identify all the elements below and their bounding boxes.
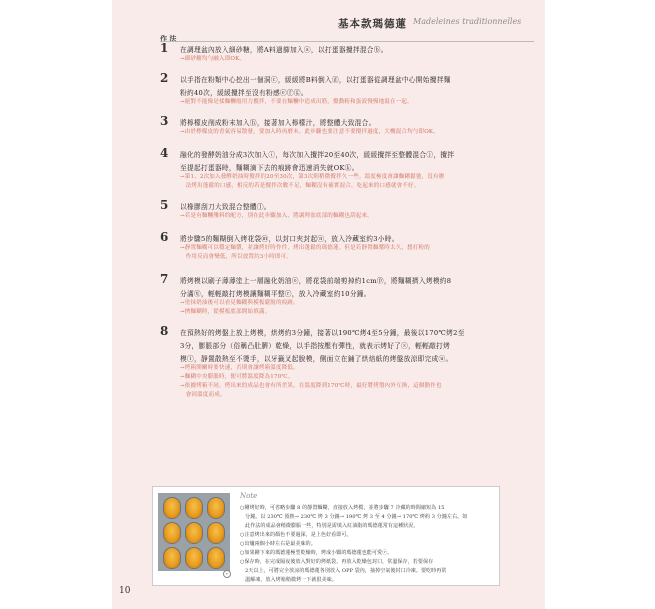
header-script-title: Madeleines traditionnelles bbox=[413, 17, 522, 26]
step-tip: 作用反而會變低，所以放置約3小時即可。 bbox=[180, 254, 293, 260]
note-title: Note bbox=[240, 492, 258, 500]
step-text: 在預熱好的烤盤上放上烤模，烘烤約3分鐘，接著以190℃烤4至5分鐘，最後以170℃烤2至 bbox=[180, 329, 465, 337]
step-text: 至提起打蛋器時，麵糊滴下去的痕跡會迅速消失就OKⓚ。 bbox=[180, 164, 359, 172]
step-text: 以手指在粉類中心挖出一個洞ⓒ，緩緩將B料倒入ⓓ，以打蛋器從調理盆中心開始攪拌麵 bbox=[180, 76, 451, 84]
step-tip: →麵糊中央膨脹時，便可將溫度降為170℃。 bbox=[180, 374, 294, 380]
step-text: 以橡膠刮刀大致混合整體ⓛ。 bbox=[180, 203, 271, 211]
note-line: 溫解凍，放入烤箱稍微烤一下就很美味。 bbox=[240, 577, 337, 583]
step-text: 將烤模以刷子薄薄塗上一層融化奶油ⓞ，將花袋前端剪掉約1cmⓟ，將麵糊擠入烤模約8 bbox=[180, 277, 452, 285]
step-text: 模ⓣ，靜置散熱至不燙手，以牙籤叉起脫模，側面立在鋪了烘焙紙的烤盤放涼即完成ⓤ。 bbox=[180, 355, 453, 363]
step-number: 7 bbox=[160, 272, 169, 286]
step-text: 將檸檬皮削成粉末加入ⓗ，接著加入檸檬汁，將整體大致混合。 bbox=[180, 119, 376, 127]
note-line: ○注意烤出來的顏色不要過深，是上色好看即可。 bbox=[240, 532, 352, 538]
step-text: 在調理盆內放入細砂糖，將A料過篩加入ⓐ，以打蛋器攪拌混合ⓑ。 bbox=[180, 46, 388, 54]
step-tip: →擠麵糊時，從模板底部開始填滿。 bbox=[180, 309, 271, 315]
step-tip: →若是有麵糰殘料的配方，別在此步驟加入，將調理盆底部的麵糊也刮起來。 bbox=[180, 213, 373, 219]
note-line: 此作法的成品會稍微膨脹一些，特別是需填入紅油脂的瑪德蓮常有這種狀況。 bbox=[240, 523, 419, 529]
divider bbox=[160, 41, 534, 42]
step-tip: →塗抹奶油後可以看見麵糊與模板鬆脫的痕跡。 bbox=[180, 300, 299, 306]
cookbook-page bbox=[112, 0, 545, 609]
note-line: ○出爐兩個小時左右是最美味的。 bbox=[240, 541, 316, 547]
step-text: 3分，膨脹部分（俗稱凸肚臍）乾燥，以手指按壓有彈性，就表示烤好了ⓢ，輕輕敲打烤 bbox=[180, 342, 451, 350]
note-line: ○剛烤好時，可省略步驟 8 的靜置麵糊，直接放入烤模，並將步驟 7 冷藏的時間縮短為 15 bbox=[240, 505, 445, 511]
note-line: ○如果剛下來的瑪德蓮極型乾燥時，烤成小顆的瑪德蓮也能可愛ⓥ。 bbox=[240, 550, 393, 556]
step-number: 5 bbox=[160, 198, 169, 212]
madeleine-cake bbox=[186, 548, 202, 568]
step-tip: 會因溫度而成。 bbox=[180, 392, 226, 398]
photo-marker-icon: v bbox=[223, 570, 231, 578]
madeleine-cake bbox=[208, 498, 224, 518]
madeleine-cake bbox=[208, 523, 224, 543]
note-box bbox=[152, 486, 500, 586]
madeleine-cake bbox=[208, 548, 224, 568]
madeleine-cake bbox=[164, 548, 180, 568]
madeleine-cake bbox=[164, 498, 180, 518]
madeleine-cake bbox=[164, 523, 180, 543]
step-number: 8 bbox=[160, 324, 169, 338]
madeleine-tray-photo bbox=[158, 493, 230, 571]
madeleine-cake bbox=[186, 498, 202, 518]
step-number: 4 bbox=[160, 146, 169, 160]
step-tip: →細砂糖均勻融入即OK。 bbox=[180, 56, 246, 62]
step-text: 分滿ⓠ，輕輕敲打烤模讓麵糊平整ⓡ，放入冷藏室約10分鐘。 bbox=[180, 290, 371, 298]
step-number: 1 bbox=[160, 41, 169, 55]
step-number: 6 bbox=[160, 230, 169, 244]
step-number: 3 bbox=[160, 114, 169, 128]
method-label: 作 法 bbox=[160, 34, 177, 43]
step-tip: →絕對不能像是揉麵糰般用力攪拌，不要在麵糰中造成出筋，攪動粉和蛋液慢慢地混在一起。 bbox=[180, 99, 413, 105]
step-text: 粉約40次，緩緩攪拌至沒有粉感ⓔⓕⓖ。 bbox=[180, 89, 308, 97]
note-line: 2天以上，可將完全放涼的瑪德蓮各別放入 OPP 袋內，抽掉空氣後封口冷凍。要吃時再常 bbox=[240, 568, 447, 574]
step-text: 將步驟5的麵糊倒入烤花袋ⓜ，以封口夾封起ⓝ，放入冷藏室約3小時。 bbox=[180, 235, 399, 243]
step-tip: →由於檸檬皮的香氣容易散發，要加入時再磨末。此步驟也要注意不要攪拌過度，大概混合均勻即OK。 bbox=[180, 129, 439, 135]
step-tip: →依據烤箱不同，烤出來的成品也會有所差異，在溫度降到170℃時，最好將烤盤內外互換，這個動作也 bbox=[180, 383, 442, 389]
step-tip: 法烤出蓬鬆的口感，相反的若是攪拌次數不足，麵糊沒有確實混合，吃起來的口感就會不好。 bbox=[180, 183, 420, 189]
note-line: ○保存時，在完成隔夜後放入對好的烤紙袋，再放入乾燥包封口，常溫保存，若要保存 bbox=[240, 559, 434, 565]
step-tip: →烤箱開關時要快速，否則會讓烤箱溫度降低。 bbox=[180, 365, 299, 371]
step-tip: →第1、2次加入發酵奶油時攪拌約20至30次，第3次則稍微攪拌久一些。溫度極度會讓麵糊鬆弛，沒有辦 bbox=[180, 174, 445, 180]
madeleine-cake bbox=[186, 523, 202, 543]
header-title: 基本款瑪德蓮 bbox=[338, 18, 407, 30]
step-text: 融化的發酵奶油分成3次加入ⓘ，每次加入攪拌20至40次，緩緩攪拌至整體混合ⓙ，攪拌 bbox=[180, 151, 455, 159]
page-header bbox=[338, 16, 538, 36]
note-line: 分鐘。以 230℃ 預熱→ 230℃ 烤 3 分鐘→ 190℃ 烤 3 至 4 分鐘→ 170℃ 烤約 3 分鐘左右。如 bbox=[240, 514, 468, 520]
step-tip: →靜置麵糊可以穩定麵漿，並讓烤好時作件，烤出蓬鬆的瑪德蓮。但是若靜置麵漿時太久，想打粉的 bbox=[180, 245, 430, 251]
step-number: 2 bbox=[160, 71, 169, 85]
page-number: 10 bbox=[119, 586, 131, 596]
